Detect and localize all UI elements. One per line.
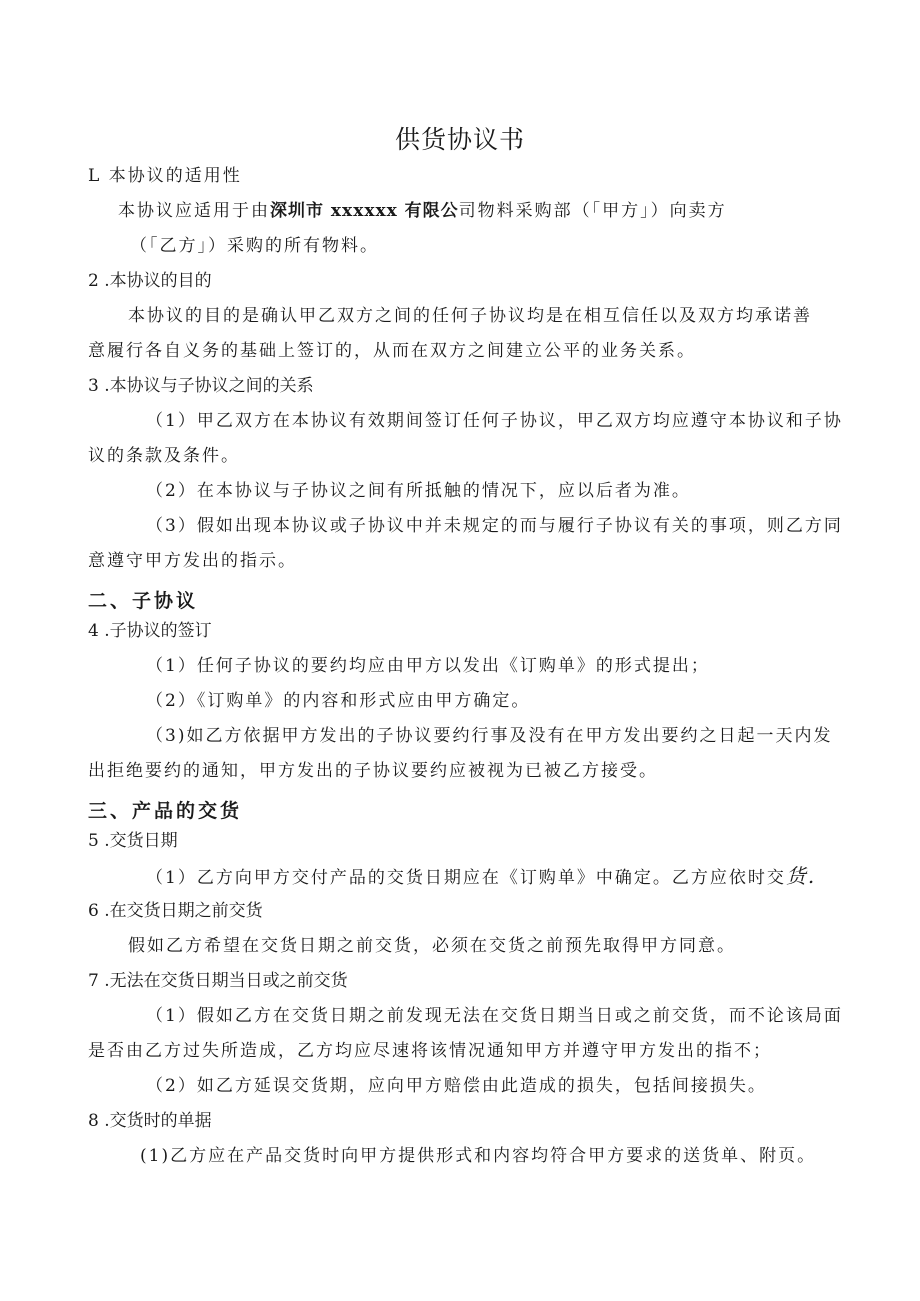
clause-4-item-3-line-1: （3)如乙方依据甲方发出的子协议要约行事及没有在甲方发出要约之日起一天内发: [146, 726, 833, 746]
clause-8-item-1: (1)乙方应在产品交货时向甲方提供形式和内容均符合甲方要求的送货单、附页。: [140, 1146, 817, 1166]
clause-5-heading: 5 .交货日期: [88, 831, 178, 851]
clause-4-item-3-line-2: 出拒绝要约的通知，甲方发出的子协议要约应被视为已被乙方接受。: [88, 761, 658, 781]
clause-5-item-1-end: 货.: [785, 864, 817, 888]
clause-4-heading: 4 .子协议的签订: [88, 621, 212, 641]
clause-4-item-2: （2）《订购单》的内容和形式应由甲方确定。: [146, 691, 531, 711]
clause-1-text-line-1: [118, 203, 727, 220]
clause-3-item-3-line-1: （3）假如出现本协议或子协议中并未规定的而与履行子协议有关的事项，则乙方同: [146, 516, 843, 536]
clause-5-item-1-text: （1）乙方向甲方交付产品的交货日期应在《订购单》中确定。乙方应依时交: [146, 868, 786, 888]
clause-7-item-2: （2）如乙方延误交货期，应向甲方赔偿由此造成的损失，包括间接损失。: [146, 1076, 767, 1096]
clause-6-text: 假如乙方希望在交货日期之前交货，必须在交货之前预先取得甲方同意。: [128, 936, 736, 956]
clause-1-text-a: 本协议应适用于由: [118, 201, 270, 221]
clause-7-heading: 7 .无法在交货日期当日或之前交货: [88, 971, 348, 991]
clause-3-heading: 3 .本协议与子协议之间的关系: [88, 376, 314, 396]
document-title: 供货协议书: [394, 125, 525, 154]
company-name: 深圳市 xxxxxx 有限公: [270, 201, 459, 221]
clause-7-item-1-line-1: （1）假如乙方在交货日期之前发现无法在交货日期当日或之前交货，而不论该局面: [146, 1006, 843, 1026]
clause-6-heading: 6 .在交货日期之前交货: [88, 901, 263, 921]
clause-4-item-1: （1）任何子协议的要约均应由甲方以发出《订购单》的形式提出；: [146, 656, 710, 676]
clause-3-item-1-line-2: 议的条款及条件。: [88, 446, 240, 466]
section-3-heading: 三、产品的交货: [88, 800, 243, 822]
clause-1-text-line-2: （「乙方」）采购的所有物料。: [130, 236, 379, 256]
clause-7-item-1-line-2: 是否由乙方过失所造成，乙方均应尽速将该情况通知甲方并遵守甲方发出的指不；: [88, 1041, 772, 1061]
section-2-heading: 二、子协议: [88, 590, 199, 612]
clause-8-heading: 8 .交货时的单据: [88, 1111, 212, 1131]
clause-2-heading: 2 .本协议的目的: [88, 271, 212, 291]
clause-1-text-c: 司物料采购部（「甲方」）向卖方: [458, 201, 727, 221]
clause-3-item-1-line-1: （1）甲乙双方在本协议有效期间签订任何子协议，甲乙双方均应遵守本协议和子协: [146, 411, 843, 431]
clause-3-item-3-line-2: 意遵守甲方发出的指示。: [88, 551, 297, 571]
clause-2-text-line-1: 本协议的目的是确认甲乙双方之间的任何子协议均是在相互信任以及双方均承诺善: [128, 306, 812, 326]
clause-1-heading: L 本协议的适用性: [88, 166, 242, 186]
clause-2-text-line-2: 意履行各自义务的基础上签订的，从而在双方之间建立公平的业务关系。: [88, 341, 696, 361]
clause-5-item-1: [146, 866, 816, 887]
clause-3-item-2: （2）在本协议与子协议之间有所抵触的情况下，应以后者为准。: [146, 481, 691, 501]
